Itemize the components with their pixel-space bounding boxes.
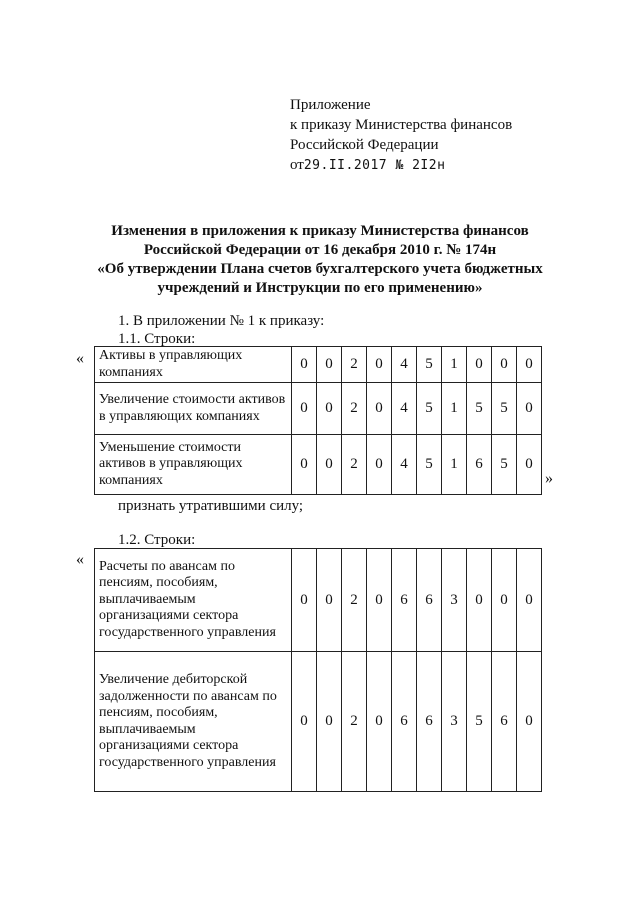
annex-date-line: [290, 155, 512, 176]
account-code-digit: 5: [417, 435, 442, 495]
section-1-text: 1. В приложении № 1 к приказу:: [118, 313, 325, 329]
table-row: [95, 383, 542, 435]
account-code-digit: 3: [442, 652, 467, 792]
account-code-digit: 2: [342, 435, 367, 495]
account-code-digit: 2: [342, 383, 367, 435]
account-code-digit: 0: [367, 383, 392, 435]
invalidate-text: признать утратившими силу;: [118, 498, 304, 514]
account-code-digit: 0: [292, 435, 317, 495]
heading-line-1: Изменения в приложения к приказу Министерства финансов: [111, 223, 529, 239]
account-name-cell: Расчеты по авансам по пенсиям, пособиям, выплачиваемым организациями сектора государственного управления: [95, 549, 292, 652]
account-code-digit: 2: [342, 549, 367, 652]
account-code-digit: 0: [367, 549, 392, 652]
quote-open-2: «: [76, 551, 84, 568]
account-code-digit: 0: [292, 383, 317, 435]
table-row: [95, 652, 542, 792]
heading-line-4: учреждений и Инструкции по его применению»: [157, 280, 483, 296]
table-row: [95, 549, 542, 652]
account-code-digit: 0: [367, 652, 392, 792]
heading-line-3: «Об утверждении Плана счетов бухгалтерского учета бюджетных: [97, 261, 543, 277]
section-1-2-text: 1.2. Строки:: [118, 532, 196, 548]
account-code-digit: 4: [392, 347, 417, 383]
account-code-digit: 0: [492, 347, 517, 383]
account-code-digit: 5: [417, 347, 442, 383]
date-prefix: от: [290, 157, 304, 173]
account-name-cell: Увеличение стоимости активов в управляющих компаниях: [95, 383, 292, 435]
account-code-digit: 2: [342, 347, 367, 383]
account-code-digit: 2: [342, 652, 367, 792]
table-row: [95, 347, 542, 383]
account-code-digit: 0: [317, 652, 342, 792]
annex-line-1: Приложение: [290, 97, 371, 113]
account-code-digit: 0: [467, 549, 492, 652]
account-code-digit: 0: [517, 435, 542, 495]
account-name-cell: Увеличение дебиторской задолженности по авансам по пенсиям, пособиям, выплачиваемым организациями сектора государственного управления: [95, 652, 292, 792]
account-code-digit: 4: [392, 435, 417, 495]
account-code-digit: 6: [467, 435, 492, 495]
order-date-number: 29.II.2017 № 2I2н: [303, 158, 446, 173]
account-code-digit: 0: [367, 435, 392, 495]
account-code-digit: 0: [292, 347, 317, 383]
accounts-table-1: [94, 346, 542, 495]
document-heading: [60, 222, 580, 298]
account-name-cell: Активы в управляющих компаниях: [95, 347, 292, 383]
annex-block: [290, 95, 512, 176]
account-code-digit: 0: [517, 652, 542, 792]
account-code-digit: 1: [442, 383, 467, 435]
account-code-digit: 0: [317, 435, 342, 495]
account-code-digit: 6: [417, 652, 442, 792]
account-code-digit: 0: [517, 347, 542, 383]
account-code-digit: 6: [417, 549, 442, 652]
account-code-digit: 0: [492, 549, 517, 652]
annex-line-2: к приказу Министерства финансов: [290, 117, 513, 133]
account-code-digit: 0: [317, 383, 342, 435]
account-code-digit: 6: [492, 652, 517, 792]
account-code-digit: 4: [392, 383, 417, 435]
account-code-digit: 1: [442, 435, 467, 495]
account-code-digit: 0: [517, 383, 542, 435]
account-name-cell: Уменьшение стоимости активов в управляющих компаниях: [95, 435, 292, 495]
section-1-1-text: 1.1. Строки:: [118, 331, 196, 347]
account-code-digit: 5: [417, 383, 442, 435]
account-code-digit: 0: [317, 549, 342, 652]
account-code-digit: 0: [317, 347, 342, 383]
heading-line-2: Российской Федерации от 16 декабря 2010 г. № 174н: [143, 242, 497, 258]
table-row: [95, 435, 542, 495]
account-code-digit: 5: [492, 383, 517, 435]
account-code-digit: 5: [492, 435, 517, 495]
account-code-digit: 6: [392, 652, 417, 792]
account-code-digit: 5: [467, 383, 492, 435]
accounts-table-2: [94, 548, 542, 792]
account-code-digit: 3: [442, 549, 467, 652]
account-code-digit: 0: [517, 549, 542, 652]
quote-open-1: «: [76, 350, 84, 367]
account-code-digit: 1: [442, 347, 467, 383]
account-code-digit: 0: [467, 347, 492, 383]
account-code-digit: 0: [292, 652, 317, 792]
annex-line-3: Российской Федерации: [290, 137, 439, 153]
account-code-digit: 6: [392, 549, 417, 652]
account-code-digit: 5: [467, 652, 492, 792]
account-code-digit: 0: [367, 347, 392, 383]
quote-close-1: »: [545, 470, 553, 487]
account-code-digit: 0: [292, 549, 317, 652]
